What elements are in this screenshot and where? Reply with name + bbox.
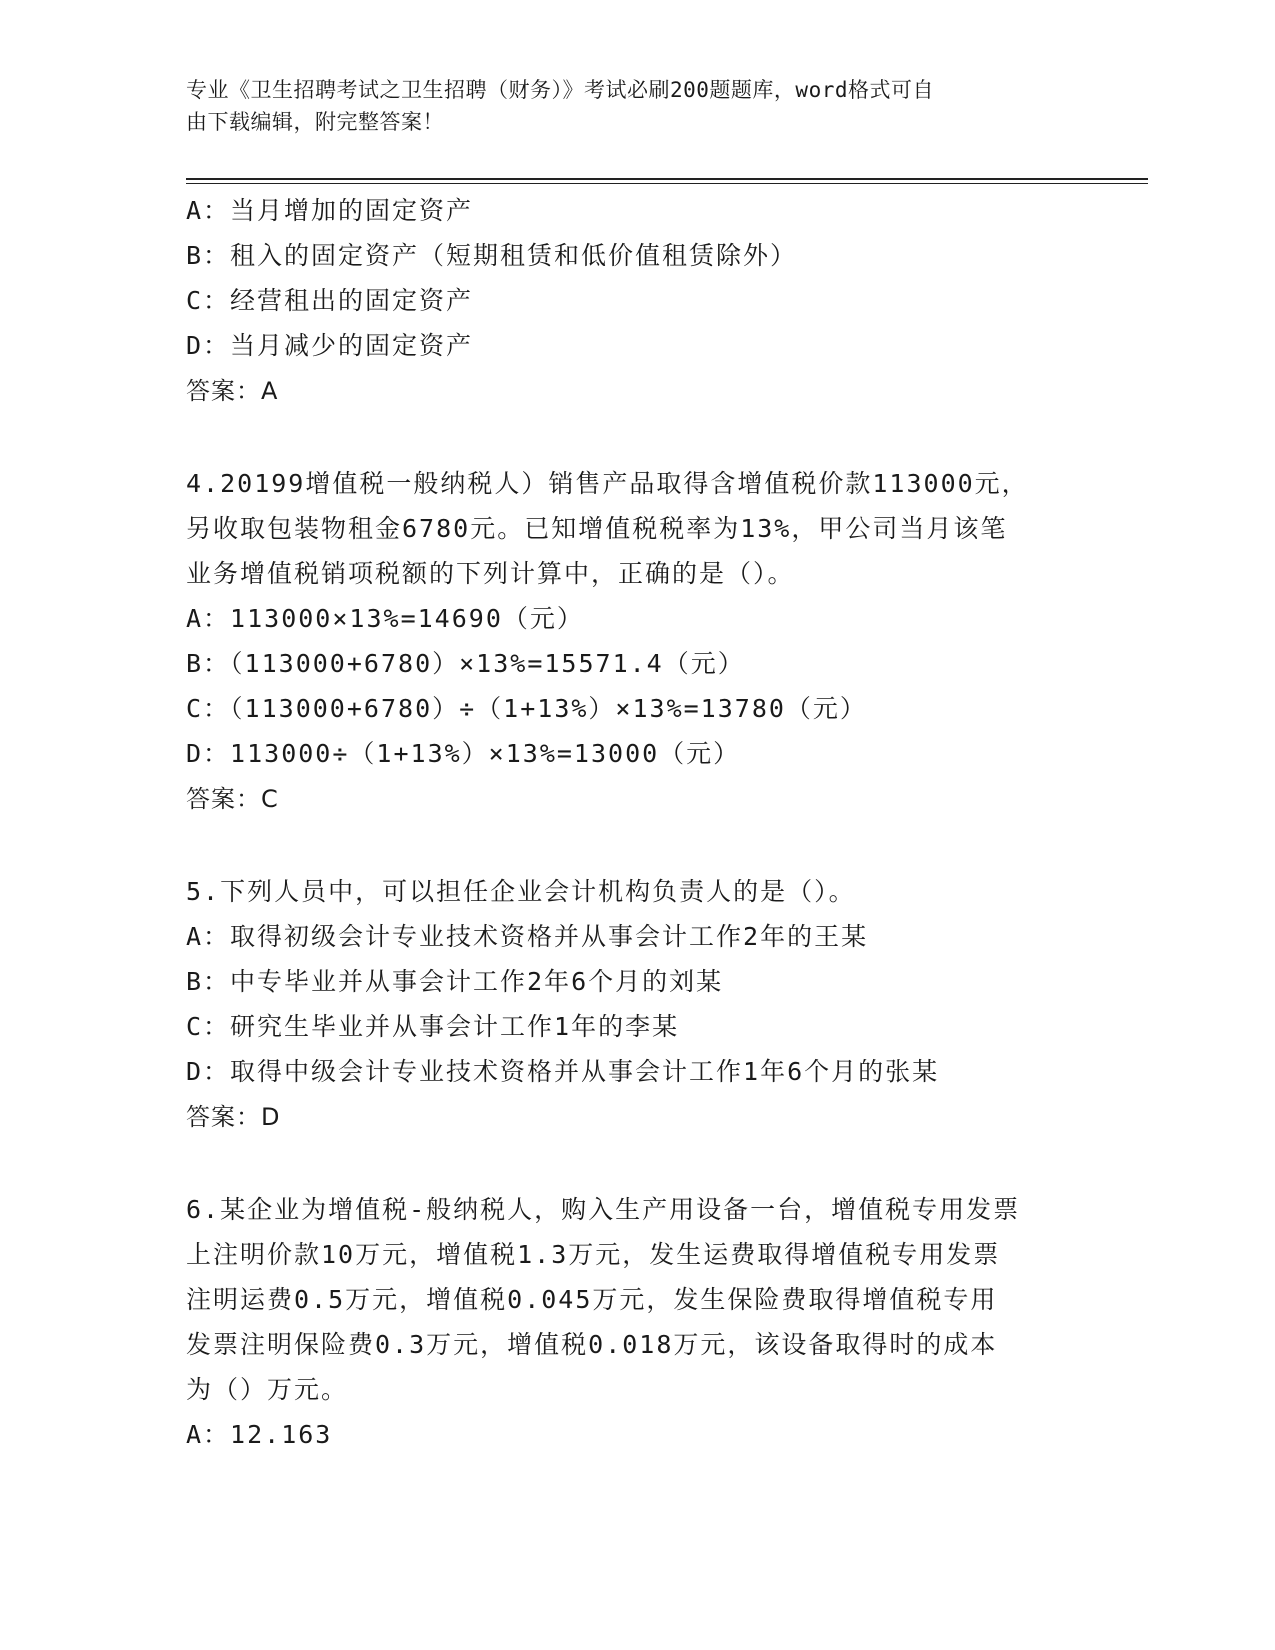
header-rule-thick xyxy=(186,178,1148,180)
question-5 xyxy=(186,869,1086,1141)
question-stem-line: 注明运费0.5万元，增值税0.045万元，发生保险费取得增值税专用 xyxy=(186,1285,998,1314)
answer: 答案：D xyxy=(186,1103,281,1131)
question-stem-line: 业务增值税销项税额的下列计算中，正确的是（）。 xyxy=(186,559,795,588)
question-stem-line: 发票注明保险费0.3万元，增值税0.018万元，该设备取得时的成本 xyxy=(186,1330,998,1359)
header-line-1: 专业《卫生招聘考试之卫生招聘（财务）》考试必刷200题题库，word格式可自 xyxy=(186,78,934,102)
question-stem-line: 4.20199增值税一般纳税人）销售产品取得含增值税价款113000元， xyxy=(186,469,1029,498)
question-4 xyxy=(186,461,1086,823)
header-rule-thin xyxy=(186,183,1148,184)
document-body xyxy=(186,188,1086,1457)
option-c: C：研究生毕业并从事会计工作1年的李某 xyxy=(186,1012,680,1041)
spacer xyxy=(186,823,1086,869)
option-d: D：取得中级会计专业技术资格并从事会计工作1年6个月的张某 xyxy=(186,1057,940,1086)
option-d: D：当月减少的固定资产 xyxy=(186,331,474,360)
option-d: D：113000÷（1+13%）×13%=13000（元） xyxy=(186,739,741,768)
question-stem-line: 6.某企业为增值税-般纳税人，购入生产用设备一台，增值税专用发票 xyxy=(186,1195,1021,1224)
option-b: B：中专毕业并从事会计工作2年6个月的刘某 xyxy=(186,967,724,996)
answer: 答案：C xyxy=(186,785,279,813)
option-c: C：（113000+6780）÷（1+13%）×13%=13780（元） xyxy=(186,694,867,723)
option-a: A：取得初级会计专业技术资格并从事会计工作2年的王某 xyxy=(186,922,869,951)
answer: 答案：A xyxy=(186,377,279,405)
question-stem-line: 另收取包装物租金6780元。已知增值税税率为13%，甲公司当月该笔 xyxy=(186,514,1008,543)
option-b: B：（113000+6780）×13%=15571.4（元） xyxy=(186,649,745,678)
spacer xyxy=(186,1141,1086,1187)
option-c: C：经营租出的固定资产 xyxy=(186,286,474,315)
question-6 xyxy=(186,1187,1086,1457)
option-a: A：113000×13%=14690（元） xyxy=(186,604,584,633)
question-stem-line: 上注明价款10万元，增值税1.3万元，发生运费取得增值税专用发票 xyxy=(186,1240,1001,1269)
question-stem-line: 5.下列人员中，可以担任企业会计机构负责人的是（）。 xyxy=(186,877,856,906)
question-3 xyxy=(186,188,1086,415)
option-a: A：当月增加的固定资产 xyxy=(186,196,474,225)
header-line-2: 由下载编辑，附完整答案！ xyxy=(186,110,444,134)
question-stem-line: 为（）万元。 xyxy=(186,1375,349,1404)
document-header xyxy=(186,74,1066,138)
option-a: A：12.163 xyxy=(186,1420,333,1449)
spacer xyxy=(186,415,1086,461)
option-b: B：租入的固定资产（短期租赁和低价值租赁除外） xyxy=(186,241,798,270)
